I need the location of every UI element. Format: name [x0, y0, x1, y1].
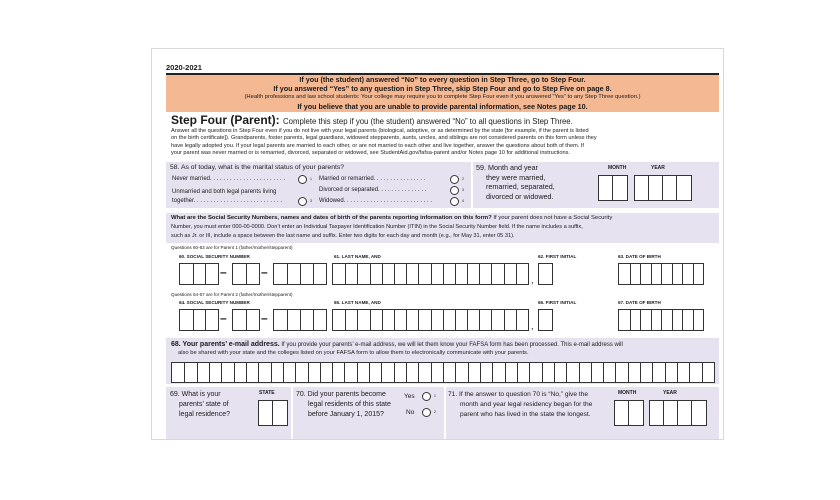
- parents-info-section: [166, 213, 719, 243]
- cell-divider: [344, 363, 345, 382]
- q59-year-label: YEAR: [651, 165, 665, 171]
- cell-divider: [612, 175, 613, 200]
- cell-divider: [491, 310, 492, 330]
- q70-label-line: before January 1, 2015?: [308, 411, 384, 418]
- cell-divider: [345, 264, 346, 284]
- q58-option-widowed: Widowed. . . . . . . . . . . . . . . . . . . . . . . . . . .: [319, 198, 433, 204]
- parent1-initial-label: 62. FIRST INITIAL: [538, 254, 577, 259]
- q59-label-line: remarried, separated,: [486, 182, 555, 191]
- cell-divider: [205, 310, 206, 330]
- cell-divider: [640, 310, 641, 330]
- q70-label-line: 70. Did your parents become: [296, 391, 386, 398]
- cell-divider: [443, 363, 444, 382]
- q68-line-2: also be shared with your state and the colleges listed on your FAFSA form to allow them to electronically communicate with your parents.: [178, 350, 529, 356]
- cell-divider: [652, 363, 653, 382]
- parent1-initial-input[interactable]: [538, 263, 553, 285]
- cell-divider: [651, 264, 652, 284]
- q59-month-label: MONTH: [608, 165, 627, 171]
- q70-label-line: legal residents of this state: [308, 401, 391, 408]
- q70-no-label: No: [406, 409, 415, 416]
- cell-divider: [648, 175, 649, 200]
- q69-label-line: legal residence?: [179, 411, 230, 418]
- q69-state-label: STATE: [259, 390, 275, 396]
- cell-divider: [455, 310, 456, 330]
- section-divider: [471, 162, 473, 208]
- cell-divider: [455, 363, 456, 382]
- ssn-intro-cont: If your parent does not have a Social Security: [493, 215, 613, 221]
- cell-divider: [234, 363, 235, 382]
- q59-month-input[interactable]: [598, 175, 628, 201]
- cell-divider: [300, 310, 301, 330]
- parent2-initial-input[interactable]: [538, 309, 553, 331]
- cell-divider: [193, 310, 194, 330]
- q58-label: 58. As of today, what is the marital status of your parents?: [170, 164, 345, 171]
- cell-divider: [702, 363, 703, 382]
- cell-divider: [258, 363, 259, 382]
- form-year: 2020-2021: [166, 63, 202, 72]
- q58-option-unmarried: Unmarried and both legal parents living: [172, 189, 277, 195]
- parent2-dob-label: 67. DATE OF BIRTH: [618, 300, 661, 305]
- cell-divider: [443, 264, 444, 284]
- q58-code: 3: [462, 188, 464, 192]
- q71-year-input[interactable]: [649, 400, 707, 426]
- parent1-last-label: 61. LAST NAME, AND: [334, 254, 381, 259]
- q58-option-divorced: Divorced or separated. . . . . . . . . . . . . . .: [319, 187, 427, 193]
- parent1-dob-label: 63. DATE OF BIRTH: [618, 254, 661, 259]
- q68-label: 68. Your parents’ e-mail address.: [171, 341, 280, 348]
- instruction-banner: [166, 75, 719, 112]
- step-title: Step Four (Parent):: [171, 113, 280, 127]
- banner-line-3: (Health professions and law school students: Your college may require you to complete Step Four even if you answered “Yes” to any Step Three question.): [244, 94, 641, 100]
- cell-divider: [406, 264, 407, 284]
- cell-divider: [517, 363, 518, 382]
- q58-radio-married[interactable]: [450, 175, 459, 184]
- cell-divider: [651, 310, 652, 330]
- cell-divider: [246, 310, 247, 330]
- parent2-last-name-input[interactable]: [332, 309, 529, 331]
- cell-divider: [468, 363, 469, 382]
- q69-label-line: parents’ state of: [179, 401, 229, 408]
- cell-divider: [357, 310, 358, 330]
- q58-radio-never-married[interactable]: [298, 175, 307, 184]
- cell-divider: [357, 363, 358, 382]
- comma: ,: [531, 321, 534, 331]
- cell-divider: [630, 264, 631, 284]
- parent1-dob-input[interactable]: [618, 263, 704, 285]
- q71-month-label: MONTH: [618, 390, 637, 396]
- cell-divider: [197, 363, 198, 382]
- q71-label-line: parent who has lived in the state the longest.: [460, 411, 591, 418]
- intro-line: have legally adopted you. If your legal parents are married to each other, or are not married to each other and live together, answer the questions about both of them. If: [171, 142, 584, 149]
- cell-divider: [431, 264, 432, 284]
- cell-divider: [603, 363, 604, 382]
- cell-divider: [566, 363, 567, 382]
- q71-month-input[interactable]: [614, 400, 644, 426]
- q71-label-line: month and year legal residency began for the: [460, 401, 593, 408]
- q58-code: 4: [462, 199, 464, 203]
- q71-label: [448, 390, 592, 420]
- cell-divider: [628, 363, 629, 382]
- q70-label: [296, 390, 391, 420]
- q69-label-line: 69. What is your: [170, 391, 221, 398]
- cell-divider: [661, 310, 662, 330]
- cell-divider: [689, 363, 690, 382]
- q69-state-input[interactable]: [258, 400, 288, 426]
- parent1-header: Questions 60-63 are for Parent 1 (father/mother/stepparent): [171, 245, 293, 250]
- dash: –: [261, 311, 268, 325]
- q59-year-input[interactable]: [634, 175, 692, 201]
- q70-radio-yes[interactable]: [422, 392, 431, 401]
- q68-line-1: [171, 341, 623, 348]
- cell-divider: [677, 363, 678, 382]
- cell-divider: [382, 264, 383, 284]
- cell-divider: [431, 363, 432, 382]
- cell-divider: [516, 310, 517, 330]
- parent2-ssn-part3[interactable]: [273, 309, 327, 331]
- cell-divider: [272, 400, 273, 425]
- cell-divider: [677, 400, 678, 425]
- q59-label-line: they were married,: [486, 172, 546, 182]
- q69-label: [170, 390, 230, 420]
- cell-divider: [246, 363, 247, 382]
- step-heading: [171, 113, 573, 127]
- q70-yes-label: Yes: [404, 393, 415, 400]
- cell-divider: [271, 363, 272, 382]
- cell-divider: [345, 310, 346, 330]
- q58-code: 2: [462, 177, 464, 181]
- q58-code: 1: [310, 177, 312, 181]
- cell-divider: [542, 363, 543, 382]
- cell-divider: [479, 264, 480, 284]
- cell-divider: [554, 363, 555, 382]
- cell-divider: [418, 264, 419, 284]
- fafsa-page: [151, 48, 724, 440]
- section-divider: [444, 387, 446, 439]
- dash: –: [261, 265, 268, 279]
- cell-divider: [406, 363, 407, 382]
- cell-divider: [313, 264, 314, 284]
- cell-divider: [630, 310, 631, 330]
- cell-divider: [640, 264, 641, 284]
- cell-divider: [431, 310, 432, 330]
- cell-divider: [665, 363, 666, 382]
- cell-divider: [516, 264, 517, 284]
- cell-divider: [287, 264, 288, 284]
- cell-divider: [369, 363, 370, 382]
- cell-divider: [443, 310, 444, 330]
- ssn-intro-line-3: such as Jr. or III, include a space between the last name and suffix. Enter two digits for each day and month (e.g., for May 31, enter 05 31).: [171, 233, 515, 239]
- cell-divider: [504, 264, 505, 284]
- cell-divider: [382, 310, 383, 330]
- step-intro: [171, 128, 719, 157]
- cell-divider: [287, 310, 288, 330]
- cell-divider: [394, 310, 395, 330]
- cell-divider: [480, 363, 481, 382]
- cell-divider: [682, 310, 683, 330]
- cell-divider: [308, 363, 309, 382]
- ssn-intro-line-2: Number, you must enter 000-00-0000. Don’t enter an Individual Taxpayer Identification Number (ITIN) in the Social Security Number field. If the name includes a suffix,: [171, 224, 583, 230]
- cell-divider: [184, 363, 185, 382]
- q58-option-married: Married or remarried. . . . . . . . . . . . . . . .: [319, 176, 426, 182]
- ssn-intro-bold: What are the Social Security Numbers, names and dates of birth of the parents reporting information on this form?: [171, 215, 492, 221]
- intro-line: your parent was never married or is remarried, divorced, separated or widowed, see StudentAid.gov/fafsa-parent and/or Notes page 10 for additional instructions.: [171, 149, 570, 156]
- cell-divider: [370, 264, 371, 284]
- q58-radio-divorced[interactable]: [450, 186, 459, 195]
- intro-line: on the birth certificate]). Grandparents, foster parents, legal guardians, widowed stepparents, aunts, uncles, and siblings are not considered parents on this form unless they: [171, 135, 597, 142]
- cell-divider: [295, 363, 296, 382]
- parent1-ssn-label: 60. SOCIAL SECURITY NUMBER: [179, 254, 250, 259]
- cell-divider: [663, 400, 664, 425]
- q70-radio-no[interactable]: [422, 408, 431, 417]
- q70-code: 1: [434, 394, 436, 398]
- q59-label-line: 59. Month and year: [476, 163, 538, 172]
- cell-divider: [479, 310, 480, 330]
- cell-divider: [300, 264, 301, 284]
- q59-label: [476, 163, 555, 201]
- cell-divider: [505, 363, 506, 382]
- cell-divider: [615, 363, 616, 382]
- q58-code: 3: [310, 199, 312, 203]
- q58-radio-unmarried[interactable]: [298, 197, 307, 206]
- cell-divider: [394, 363, 395, 382]
- cell-divider: [193, 264, 194, 284]
- cell-divider: [394, 264, 395, 284]
- cell-divider: [672, 264, 673, 284]
- cell-divider: [591, 363, 592, 382]
- intro-line: Answer all the questions in Step Four even if you do not live with your legal parents (biological, adoptive, or as determined by the state [for example, if the parent is listed: [171, 128, 589, 134]
- cell-divider: [209, 363, 210, 382]
- banner-line-2: If you answered “Yes” to any question in Step Three, skip Step Four and go to Step Five on page 8.: [273, 84, 612, 93]
- cell-divider: [693, 310, 694, 330]
- cell-divider: [492, 363, 493, 382]
- cell-divider: [693, 264, 694, 284]
- parent2-dob-input[interactable]: [618, 309, 704, 331]
- cell-divider: [467, 264, 468, 284]
- cell-divider: [467, 310, 468, 330]
- dash: –: [220, 265, 227, 279]
- parent2-last-label: 65. LAST NAME, AND: [334, 300, 381, 305]
- dash: –: [220, 311, 227, 325]
- cell-divider: [529, 363, 530, 382]
- q59-label-line: divorced or widowed.: [486, 191, 554, 201]
- q58-radio-widowed[interactable]: [450, 197, 459, 206]
- parent2-initial-label: 66. FIRST INITIAL: [538, 300, 577, 305]
- parent1-last-name-input[interactable]: [332, 263, 529, 285]
- parent2-ssn-part2[interactable]: [232, 309, 260, 331]
- cell-divider: [661, 264, 662, 284]
- ssn-intro-line-1: [171, 215, 612, 221]
- cell-divider: [662, 175, 663, 200]
- banner-line-1: If you (the student) answered “No” to every question in Step Three, go to Step Four.: [299, 75, 586, 84]
- parent1-ssn-part2[interactable]: [232, 263, 260, 285]
- q71-year-label: YEAR: [663, 390, 677, 396]
- q58-option-unmarried-cont: together. . . . . . . . . . . . . . . . . . . . . . . . . . .: [172, 198, 283, 204]
- cell-divider: [672, 310, 673, 330]
- cell-divider: [691, 400, 692, 425]
- cell-divider: [370, 310, 371, 330]
- cell-divider: [283, 363, 284, 382]
- cell-divider: [640, 363, 641, 382]
- q71-label-line: 71. If the answer to question 70 is “No,” give the: [448, 391, 589, 398]
- cell-divider: [455, 264, 456, 284]
- banner-line-4: If you believe that you are unable to provide parental information, see Notes page 10.: [297, 102, 588, 111]
- parent2-ssn-part1[interactable]: [179, 309, 219, 331]
- section-divider: [291, 387, 293, 439]
- cell-divider: [628, 400, 629, 425]
- cell-divider: [418, 363, 419, 382]
- cell-divider: [504, 310, 505, 330]
- cell-divider: [676, 175, 677, 200]
- parents-email-input[interactable]: [171, 362, 715, 383]
- parent2-header: Questions 64-67 are for Parent 2 (father/mother/stepparent): [171, 292, 293, 297]
- parent1-ssn-part3[interactable]: [273, 263, 327, 285]
- cell-divider: [320, 363, 321, 382]
- cell-divider: [579, 363, 580, 382]
- cell-divider: [221, 363, 222, 382]
- cell-divider: [491, 264, 492, 284]
- cell-divider: [313, 310, 314, 330]
- cell-divider: [418, 310, 419, 330]
- comma: ,: [531, 275, 534, 285]
- parent2-ssn-label: 64. SOCIAL SECURITY NUMBER: [179, 300, 250, 305]
- parent1-ssn-part1[interactable]: [179, 263, 219, 285]
- cell-divider: [205, 264, 206, 284]
- q70-code: 2: [434, 410, 436, 414]
- q68-text: If you provide your parents’ e-mail address, we will let them know your FAFSA form has been processed. This e-mail address will: [281, 342, 623, 348]
- cell-divider: [357, 264, 358, 284]
- q58-option-never-married: Never married. . . . . . . . . . . . . . . . . . . . . . .: [172, 176, 286, 182]
- cell-divider: [246, 264, 247, 284]
- cell-divider: [332, 363, 333, 382]
- cell-divider: [406, 310, 407, 330]
- step-subtitle: Complete this step if you (the student) answered “No” to all questions in Step Three.: [283, 117, 573, 126]
- cell-divider: [682, 264, 683, 284]
- cell-divider: [381, 363, 382, 382]
